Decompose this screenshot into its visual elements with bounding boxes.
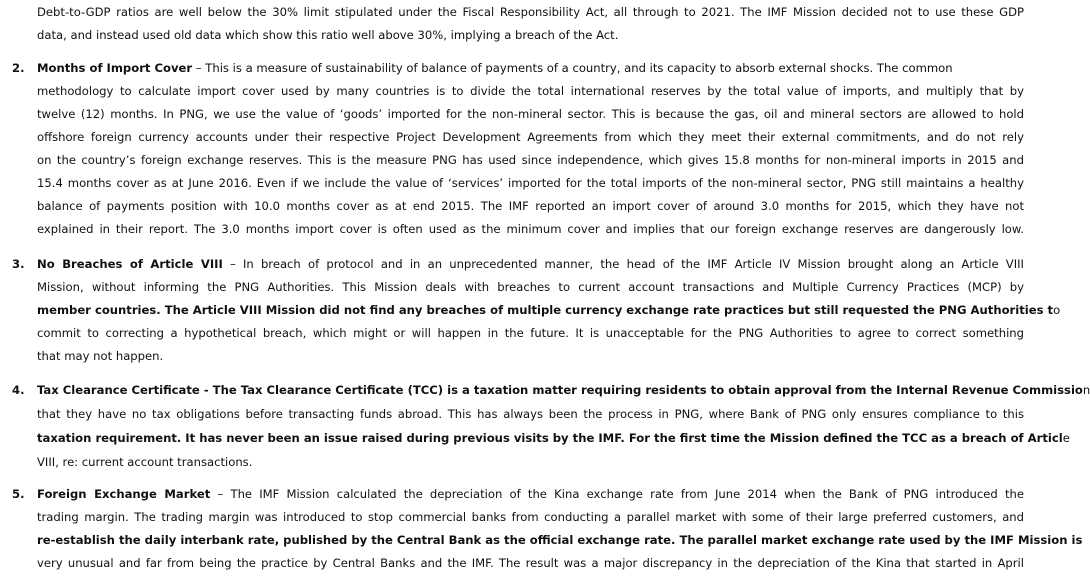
item-number: 4.: [12, 383, 25, 397]
paragraph-line: that they have no tax obligations before transacting funds abroad. This has always been the process in PNG, where Bank of PNG only ensures compliance to this: [37, 407, 1024, 421]
paragraph-line: 15.4 months cover as at June 2016. Even if we include the value of ‘services’ imported for the total imports of the non-mineral sector, PNG still maintains a healthy: [37, 176, 1024, 190]
item-number: 3.: [12, 257, 25, 271]
bold-text: - The Tax Clearance Certificate (TCC) is a taxation matter requiring residents to obtain approval from the Internal Revenue Commissio: [199, 383, 1083, 397]
item-text: n: [1082, 383, 1090, 397]
paragraph-line: very unusual and far from being the practice by Central Banks and the IMF. The result was a major discrepancy in the depreciation of the Kina that started in April: [37, 556, 1024, 570]
paragraph-line: twelve (12) months. In PNG, we use the value of ‘goods’ imported for the non-mineral sector. This is because the gas, oil and mineral sectors are allowed to hold: [37, 107, 1024, 121]
item-number: 5.: [12, 487, 25, 501]
item-heading: Tax Clearance Certificate: [37, 383, 200, 397]
item-text: e: [1062, 431, 1070, 445]
paragraph-line: explained in their report. The 3.0 months import cover is often used as the minimum cover and implies that our foreign exchange reserves are dangerously low.: [37, 222, 1024, 236]
paragraph-line: that may not happen.: [37, 349, 164, 363]
item-first-line: [37, 256, 1024, 272]
item-text: – The IMF Mission calculated the depreciation of the Kina exchange rate from June 2014 when the Bank of PNG introduced the: [210, 487, 1024, 501]
bold-text: member countries. The Article VIII Mission did not find any breaches of multiple currency exchange rate practices but still requested the PNG Authorities t: [37, 303, 1054, 317]
item-text: – In breach of protocol and in an unprecedented manner, the head of the IMF Article IV Mission brought along an Article VIII: [222, 257, 1024, 271]
paragraph-line: offshore foreign currency accounts under their respective Project Development Agreements from which they meet their external commitments, and do not rely: [37, 130, 1024, 144]
item-first-line: [37, 486, 1024, 502]
paragraph-line: commit to correcting a hypothetical breach, which might or will happen in the future. It is unacceptable for the PNG Authorities to agree to correct something: [37, 326, 1024, 340]
paragraph-line: methodology to calculate import cover used by many countries is to divide the total international reserves by the total value of imports, and multiply that by: [37, 84, 1024, 98]
item-heading: No Breaches of Article VIII: [37, 257, 223, 271]
paragraph-line: [37, 302, 1061, 318]
paragraph-line: [37, 430, 1070, 446]
item-text: o: [1053, 303, 1061, 317]
paragraph-line: VIII, re: current account transactions.: [37, 455, 253, 469]
bold-text: taxation requirement. It has never been an issue raised during previous visits by the IMF. For the first time the Mission defined the TCC as a breach of Articl: [37, 431, 1063, 445]
intro-line: data, and instead used old data which show this ratio well above 30%, implying a breach of the Act.: [37, 28, 619, 42]
paragraph-line: Mission, without informing the PNG Authorities. This Mission deals with breaches to current account transactions and Multiple Currency Practices (MCP) by: [37, 280, 1024, 294]
paragraph-line: on the country’s foreign exchange reserves. This is the measure PNG has used since independence, which gives 15.8 months for non-mineral imports in 2015 and: [37, 153, 1024, 167]
paragraph-line: trading margin. The trading margin was introduced to stop commercial banks from conducting a parallel market with some of their large preferred customers, and: [37, 510, 1024, 524]
item-first-line: [37, 60, 1024, 76]
item-first-line: [37, 382, 1090, 398]
item-heading: Months of Import Cover: [37, 61, 193, 75]
paragraph-line: re-establish the daily interbank rate, published by the Central Bank as the official exchange rate. The parallel market exchange rate used by the IMF Mission is: [37, 533, 1083, 547]
item-text: – This is a measure of sustainability of balance of payments of a country, and its capacity to absorb external shocks. The common: [192, 61, 953, 75]
item-number: 2.: [12, 61, 25, 75]
paragraph-line: balance of payments position with 10.0 months cover as at end 2015. The IMF reported an import cover of around 3.0 months for 2015, which they have not: [37, 199, 1024, 213]
item-heading: Foreign Exchange Market: [37, 487, 211, 501]
intro-line: Debt-to-GDP ratios are well below the 30% limit stipulated under the Fiscal Responsibility Act, all through to 2021. The IMF Mission decided not to use these GDP: [37, 5, 1024, 19]
